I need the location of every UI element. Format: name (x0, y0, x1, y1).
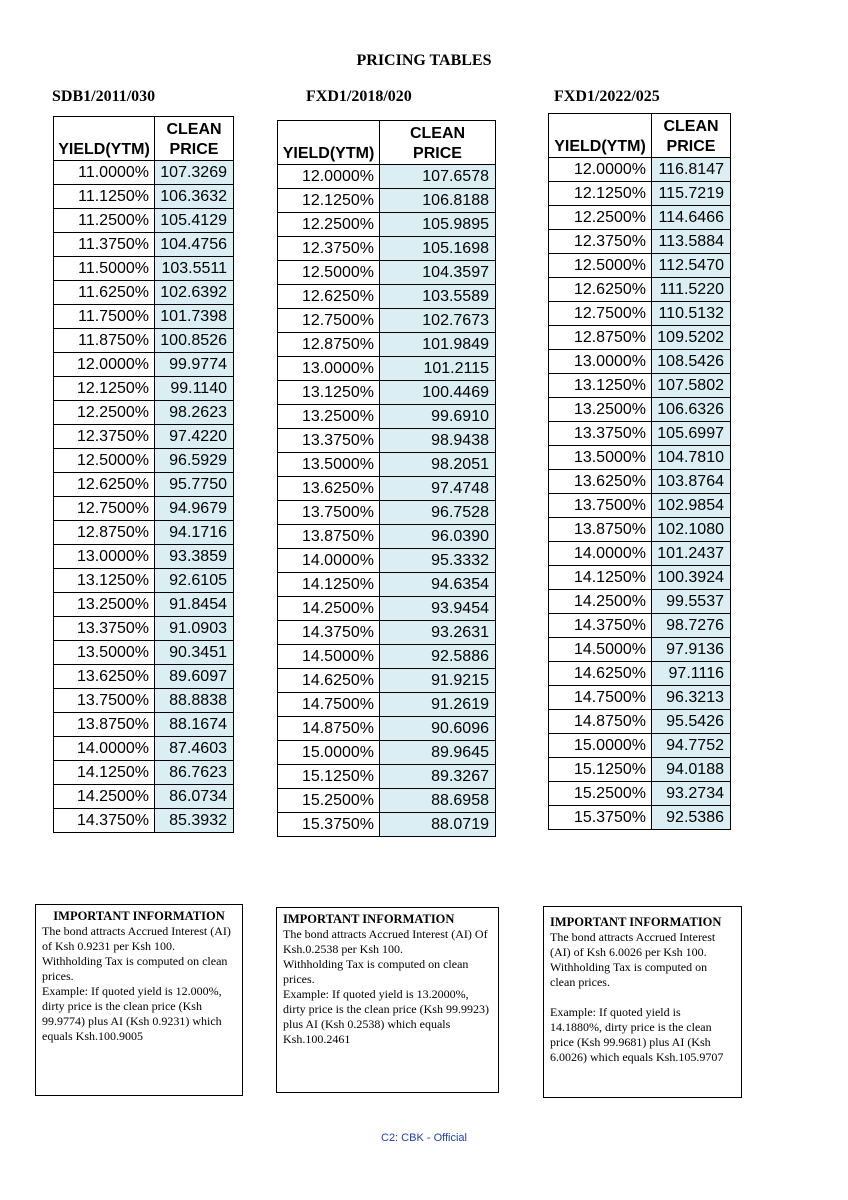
clean-price-cell: 90.3451 (155, 641, 234, 665)
clean-price-cell: 101.9849 (380, 333, 496, 357)
yield-cell: 14.6250% (278, 669, 380, 693)
table-row (278, 741, 496, 765)
clean-price-cell: 96.7528 (380, 501, 496, 525)
clean-price-cell: 110.5132 (652, 302, 731, 326)
clean-price-cell: 88.0719 (380, 813, 496, 837)
table-row (549, 566, 731, 590)
clean-price-cell: 86.0734 (155, 785, 234, 809)
yield-column-header: YIELD(YTM) (54, 117, 155, 161)
yield-cell: 11.6250% (54, 281, 155, 305)
table-row (278, 381, 496, 405)
clean-price-cell: 106.3632 (155, 185, 234, 209)
yield-cell: 15.2500% (549, 782, 652, 806)
clean-price-cell: 106.8188 (380, 189, 496, 213)
clean-price-cell: 102.6392 (155, 281, 234, 305)
clean-price-cell: 107.6578 (380, 165, 496, 189)
yield-cell: 12.1250% (54, 377, 155, 401)
yield-cell: 11.1250% (54, 185, 155, 209)
yield-cell: 11.0000% (54, 161, 155, 185)
clean-price-cell: 111.5220 (652, 278, 731, 302)
yield-cell: 13.2500% (278, 405, 380, 429)
table-row (549, 278, 731, 302)
pricing-table-fxd1-2022-025 (548, 113, 731, 830)
clean-price-cell: 94.0188 (652, 758, 731, 782)
clean-price-cell: 104.3597 (380, 261, 496, 285)
yield-cell: 13.0000% (278, 357, 380, 381)
clean-price-cell: 107.5802 (652, 374, 731, 398)
clean-price-cell: 107.3269 (155, 161, 234, 185)
yield-cell: 13.1250% (278, 381, 380, 405)
table-row (549, 518, 731, 542)
pricing-table-fxd1-2018-020 (277, 120, 496, 837)
table-row (549, 542, 731, 566)
yield-cell: 12.2500% (54, 401, 155, 425)
yield-cell: 15.1250% (278, 765, 380, 789)
clean-price-cell: 102.7673 (380, 309, 496, 333)
table-row (278, 285, 496, 309)
info-accrued-interest: The bond attracts Accrued Interest (AI) Of Ksh.0.2538 per Ksh 100. (283, 927, 488, 956)
clean-price-cell: 93.3859 (155, 545, 234, 569)
table-row (54, 521, 234, 545)
clean-price-cell: 99.1140 (155, 377, 234, 401)
table-row (54, 761, 234, 785)
clean-price-cell: 105.4129 (155, 209, 234, 233)
yield-cell: 12.8750% (54, 521, 155, 545)
yield-column-header: YIELD(YTM) (278, 121, 380, 165)
table-row (278, 357, 496, 381)
clean-price-cell: 93.2734 (652, 782, 731, 806)
yield-cell: 11.8750% (54, 329, 155, 353)
bond-heading-fxd1-2022-025: FXD1/2022/025 (554, 88, 660, 105)
clean-price-cell: 91.8454 (155, 593, 234, 617)
yield-cell: 14.1250% (278, 573, 380, 597)
yield-cell: 14.1250% (549, 566, 652, 590)
table-row (278, 477, 496, 501)
table-row (54, 785, 234, 809)
important-information-box-sdb1 (35, 904, 243, 1096)
clean-price-cell: 90.6096 (380, 717, 496, 741)
table-row (278, 429, 496, 453)
yield-cell: 13.3750% (549, 422, 652, 446)
table-row (549, 638, 731, 662)
clean-price-cell: 97.9136 (652, 638, 731, 662)
yield-cell: 14.7500% (549, 686, 652, 710)
table-body (54, 161, 234, 833)
table-row (54, 473, 234, 497)
clean-price-cell: 88.8838 (155, 689, 234, 713)
yield-cell: 15.2500% (278, 789, 380, 813)
yield-cell: 12.6250% (278, 285, 380, 309)
table-row (54, 569, 234, 593)
table-row (278, 237, 496, 261)
clean-price-cell: 98.9438 (380, 429, 496, 453)
yield-cell: 13.2500% (54, 593, 155, 617)
table-row (278, 789, 496, 813)
info-example: Example: If quoted yield is 12.000%, dirty price is the clean price (Ksh 99.9774) plus AI (Ksh 0.9231) which equals Ksh.100.9005 (42, 984, 222, 1043)
clean-price-cell: 100.4469 (380, 381, 496, 405)
clean-price-cell: 99.6910 (380, 405, 496, 429)
yield-cell: 13.7500% (278, 501, 380, 525)
table-row (549, 758, 731, 782)
table-row (549, 710, 731, 734)
clean-price-cell: 93.2631 (380, 621, 496, 645)
table-row (54, 209, 234, 233)
yield-cell: 13.7500% (549, 494, 652, 518)
clean-price-cell: 91.0903 (155, 617, 234, 641)
yield-cell: 15.0000% (278, 741, 380, 765)
clean-price-cell: 93.9454 (380, 597, 496, 621)
table-row (54, 689, 234, 713)
yield-cell: 15.1250% (549, 758, 652, 782)
yield-cell: 13.5000% (278, 453, 380, 477)
table-row (278, 165, 496, 189)
clean-price-cell: 91.2619 (380, 693, 496, 717)
yield-cell: 12.5000% (549, 254, 652, 278)
clean-price-cell: 100.8526 (155, 329, 234, 353)
clean-price-cell: 95.3332 (380, 549, 496, 573)
table-row (549, 206, 731, 230)
yield-cell: 13.0000% (549, 350, 652, 374)
table-row (278, 765, 496, 789)
clean-price-cell: 103.5511 (155, 257, 234, 281)
table-row (549, 662, 731, 686)
yield-cell: 12.7500% (54, 497, 155, 521)
clean-price-cell: 101.2437 (652, 542, 731, 566)
yield-cell: 14.0000% (54, 737, 155, 761)
yield-cell: 13.5000% (549, 446, 652, 470)
yield-cell: 13.5000% (54, 641, 155, 665)
table-row (54, 401, 234, 425)
table-row (549, 182, 731, 206)
clean-price-cell: 91.9215 (380, 669, 496, 693)
table-row (54, 641, 234, 665)
table-row (549, 422, 731, 446)
table-row (549, 374, 731, 398)
table-row (278, 621, 496, 645)
yield-cell: 12.6250% (54, 473, 155, 497)
clean-price-cell: 103.8764 (652, 470, 731, 494)
yield-cell: 14.3750% (549, 614, 652, 638)
yield-cell: 12.5000% (54, 449, 155, 473)
table-row (549, 806, 731, 830)
table-row (278, 549, 496, 573)
table-row (549, 686, 731, 710)
classification-footer: C2: CBK - Official (381, 1132, 467, 1144)
yield-cell: 13.7500% (54, 689, 155, 713)
table-row (278, 453, 496, 477)
clean-price-cell: 96.5929 (155, 449, 234, 473)
table-row (54, 161, 234, 185)
clean-price-cell: 88.6958 (380, 789, 496, 813)
yield-cell: 14.3750% (54, 809, 155, 833)
yield-cell: 12.5000% (278, 261, 380, 285)
table-row (549, 734, 731, 758)
clean-price-cell: 88.1674 (155, 713, 234, 737)
yield-cell: 12.3750% (54, 425, 155, 449)
table-row (54, 185, 234, 209)
clean-price-cell: 92.5386 (652, 806, 731, 830)
clean-price-column-header: CLEAN PRICE (652, 114, 731, 158)
pricing-table-sdb1-2011-030 (53, 116, 234, 833)
table-row (54, 257, 234, 281)
table-row (549, 158, 731, 182)
table-row (54, 353, 234, 377)
table-row (549, 446, 731, 470)
info-withholding-tax: Withholding Tax is computed on clean prices. (550, 960, 708, 989)
clean-price-cell: 100.3924 (652, 566, 731, 590)
clean-price-cell: 94.9679 (155, 497, 234, 521)
table-row (278, 573, 496, 597)
clean-price-cell: 105.9895 (380, 213, 496, 237)
yield-cell: 13.1250% (549, 374, 652, 398)
table-row (278, 405, 496, 429)
table-row (278, 645, 496, 669)
table-row (278, 669, 496, 693)
clean-price-cell: 98.7276 (652, 614, 731, 638)
yield-cell: 15.3750% (278, 813, 380, 837)
yield-cell: 14.8750% (278, 717, 380, 741)
table-row (54, 497, 234, 521)
clean-price-cell: 116.8147 (652, 158, 731, 182)
clean-price-cell: 97.4748 (380, 477, 496, 501)
yield-cell: 15.3750% (549, 806, 652, 830)
clean-price-cell: 96.0390 (380, 525, 496, 549)
clean-price-cell: 106.6326 (652, 398, 731, 422)
clean-price-cell: 108.5426 (652, 350, 731, 374)
clean-price-cell: 97.4220 (155, 425, 234, 449)
table-row (549, 254, 731, 278)
yield-cell: 14.8750% (549, 710, 652, 734)
table-row (549, 614, 731, 638)
info-heading: IMPORTANT INFORMATION (283, 912, 455, 926)
yield-cell: 13.6250% (54, 665, 155, 689)
yield-cell: 14.5000% (549, 638, 652, 662)
info-accrued-interest: The bond attracts Accrued Interest (AI) of Ksh 6.0026 per Ksh 100. (550, 930, 716, 959)
clean-price-cell: 113.5884 (652, 230, 731, 254)
table-row (54, 809, 234, 833)
clean-price-cell: 103.5589 (380, 285, 496, 309)
yield-cell: 12.8750% (549, 326, 652, 350)
clean-price-cell: 114.6466 (652, 206, 731, 230)
clean-price-cell: 98.2051 (380, 453, 496, 477)
clean-price-cell: 87.4603 (155, 737, 234, 761)
yield-cell: 14.5000% (278, 645, 380, 669)
table-row (278, 525, 496, 549)
yield-cell: 11.3750% (54, 233, 155, 257)
yield-cell: 14.0000% (549, 542, 652, 566)
clean-price-column-header: CLEAN PRICE (380, 121, 496, 165)
table-row (278, 717, 496, 741)
clean-price-cell: 98.2623 (155, 401, 234, 425)
table-row (54, 449, 234, 473)
yield-cell: 12.3750% (549, 230, 652, 254)
table-row (54, 377, 234, 401)
table-row (278, 309, 496, 333)
table-row (549, 494, 731, 518)
table-row (54, 593, 234, 617)
clean-price-cell: 99.5537 (652, 590, 731, 614)
table-row (278, 189, 496, 213)
table-row (549, 326, 731, 350)
table-row (549, 350, 731, 374)
clean-price-cell: 102.9854 (652, 494, 731, 518)
info-example: Example: If quoted yield is 14.1880%, dirty price is the clean price (Ksh 99.9681) plus AI (Ksh 6.0026) which equals Ksh.105.9707 (550, 1005, 724, 1064)
yield-cell: 13.0000% (54, 545, 155, 569)
clean-price-cell: 104.4756 (155, 233, 234, 257)
clean-price-cell: 94.7752 (652, 734, 731, 758)
table-row (278, 333, 496, 357)
table-row (549, 782, 731, 806)
table-row (278, 813, 496, 837)
table-row (549, 302, 731, 326)
yield-cell: 11.7500% (54, 305, 155, 329)
clean-price-cell: 105.6997 (652, 422, 731, 446)
clean-price-cell: 94.6354 (380, 573, 496, 597)
info-withholding-tax: Withholding Tax is computed on clean prices. (42, 954, 228, 983)
table-body (278, 165, 496, 837)
important-information-box-fxd1-2022 (543, 906, 742, 1098)
info-example: Example: If quoted yield is 13.2000%, dirty price is the clean price (Ksh 99.9923) plus AI (Ksh 0.2538) which equals Ksh.100.2461 (283, 987, 489, 1046)
yield-cell: 13.6250% (549, 470, 652, 494)
table-row (278, 597, 496, 621)
table-row (54, 425, 234, 449)
clean-price-cell: 104.7810 (652, 446, 731, 470)
table-row (278, 693, 496, 717)
table-row (549, 590, 731, 614)
yield-cell: 13.3750% (278, 429, 380, 453)
yield-cell: 12.2500% (278, 213, 380, 237)
clean-price-cell: 89.6097 (155, 665, 234, 689)
clean-price-cell: 85.3932 (155, 809, 234, 833)
clean-price-cell: 99.9774 (155, 353, 234, 377)
yield-cell: 14.2500% (278, 597, 380, 621)
clean-price-cell: 92.5886 (380, 645, 496, 669)
clean-price-cell: 109.5202 (652, 326, 731, 350)
clean-price-cell: 92.6105 (155, 569, 234, 593)
yield-cell: 14.7500% (278, 693, 380, 717)
yield-cell: 13.8750% (54, 713, 155, 737)
page-title: PRICING TABLES (356, 52, 492, 69)
clean-price-cell: 89.3267 (380, 765, 496, 789)
yield-cell: 14.0000% (278, 549, 380, 573)
important-information-box-fxd1-2018 (276, 907, 499, 1093)
table-row (54, 617, 234, 641)
yield-cell: 13.8750% (278, 525, 380, 549)
yield-cell: 13.2500% (549, 398, 652, 422)
yield-cell: 13.8750% (549, 518, 652, 542)
yield-cell: 12.7500% (549, 302, 652, 326)
info-heading: IMPORTANT INFORMATION (53, 909, 225, 923)
yield-cell: 12.0000% (549, 158, 652, 182)
clean-price-cell: 95.5426 (652, 710, 731, 734)
clean-price-cell: 96.3213 (652, 686, 731, 710)
clean-price-cell: 89.9645 (380, 741, 496, 765)
yield-cell: 14.6250% (549, 662, 652, 686)
yield-cell: 14.3750% (278, 621, 380, 645)
table-row (54, 713, 234, 737)
clean-price-cell: 95.7750 (155, 473, 234, 497)
clean-price-column-header: CLEAN PRICE (155, 117, 234, 161)
clean-price-cell: 112.5470 (652, 254, 731, 278)
clean-price-cell: 105.1698 (380, 237, 496, 261)
clean-price-cell: 86.7623 (155, 761, 234, 785)
yield-cell: 14.1250% (54, 761, 155, 785)
info-withholding-tax: Withholding Tax is computed on clean prices. (283, 957, 469, 986)
yield-cell: 12.6250% (549, 278, 652, 302)
yield-cell: 12.7500% (278, 309, 380, 333)
yield-cell: 12.0000% (54, 353, 155, 377)
info-accrued-interest: The bond attracts Accrued Interest (AI) of Ksh 0.9231 per Ksh 100. (42, 924, 231, 953)
yield-cell: 12.8750% (278, 333, 380, 357)
yield-cell: 13.1250% (54, 569, 155, 593)
table-row (54, 281, 234, 305)
yield-cell: 14.2500% (549, 590, 652, 614)
yield-cell: 13.6250% (278, 477, 380, 501)
table-row (278, 501, 496, 525)
yield-cell: 12.2500% (549, 206, 652, 230)
yield-column-header: YIELD(YTM) (549, 114, 652, 158)
clean-price-cell: 94.1716 (155, 521, 234, 545)
yield-cell: 14.2500% (54, 785, 155, 809)
bond-heading-fxd1-2018-020: FXD1/2018/020 (306, 88, 412, 105)
clean-price-cell: 101.7398 (155, 305, 234, 329)
table-row (549, 398, 731, 422)
table-row (54, 737, 234, 761)
yield-cell: 12.1250% (278, 189, 380, 213)
yield-cell: 15.0000% (549, 734, 652, 758)
table-body (549, 158, 731, 830)
table-row (549, 230, 731, 254)
info-heading: IMPORTANT INFORMATION (550, 915, 722, 929)
yield-cell: 11.2500% (54, 209, 155, 233)
table-row (278, 213, 496, 237)
table-row (54, 665, 234, 689)
yield-cell: 11.5000% (54, 257, 155, 281)
yield-cell: 12.0000% (278, 165, 380, 189)
yield-cell: 12.1250% (549, 182, 652, 206)
table-row (54, 233, 234, 257)
yield-cell: 12.3750% (278, 237, 380, 261)
bond-heading-sdb1-2011-030: SDB1/2011/030 (52, 88, 156, 105)
table-row (54, 545, 234, 569)
clean-price-cell: 101.2115 (380, 357, 496, 381)
clean-price-cell: 102.1080 (652, 518, 731, 542)
table-row (54, 305, 234, 329)
table-row (549, 470, 731, 494)
clean-price-cell: 115.7219 (652, 182, 731, 206)
clean-price-cell: 97.1116 (652, 662, 731, 686)
table-row (278, 261, 496, 285)
yield-cell: 13.3750% (54, 617, 155, 641)
table-row (54, 329, 234, 353)
